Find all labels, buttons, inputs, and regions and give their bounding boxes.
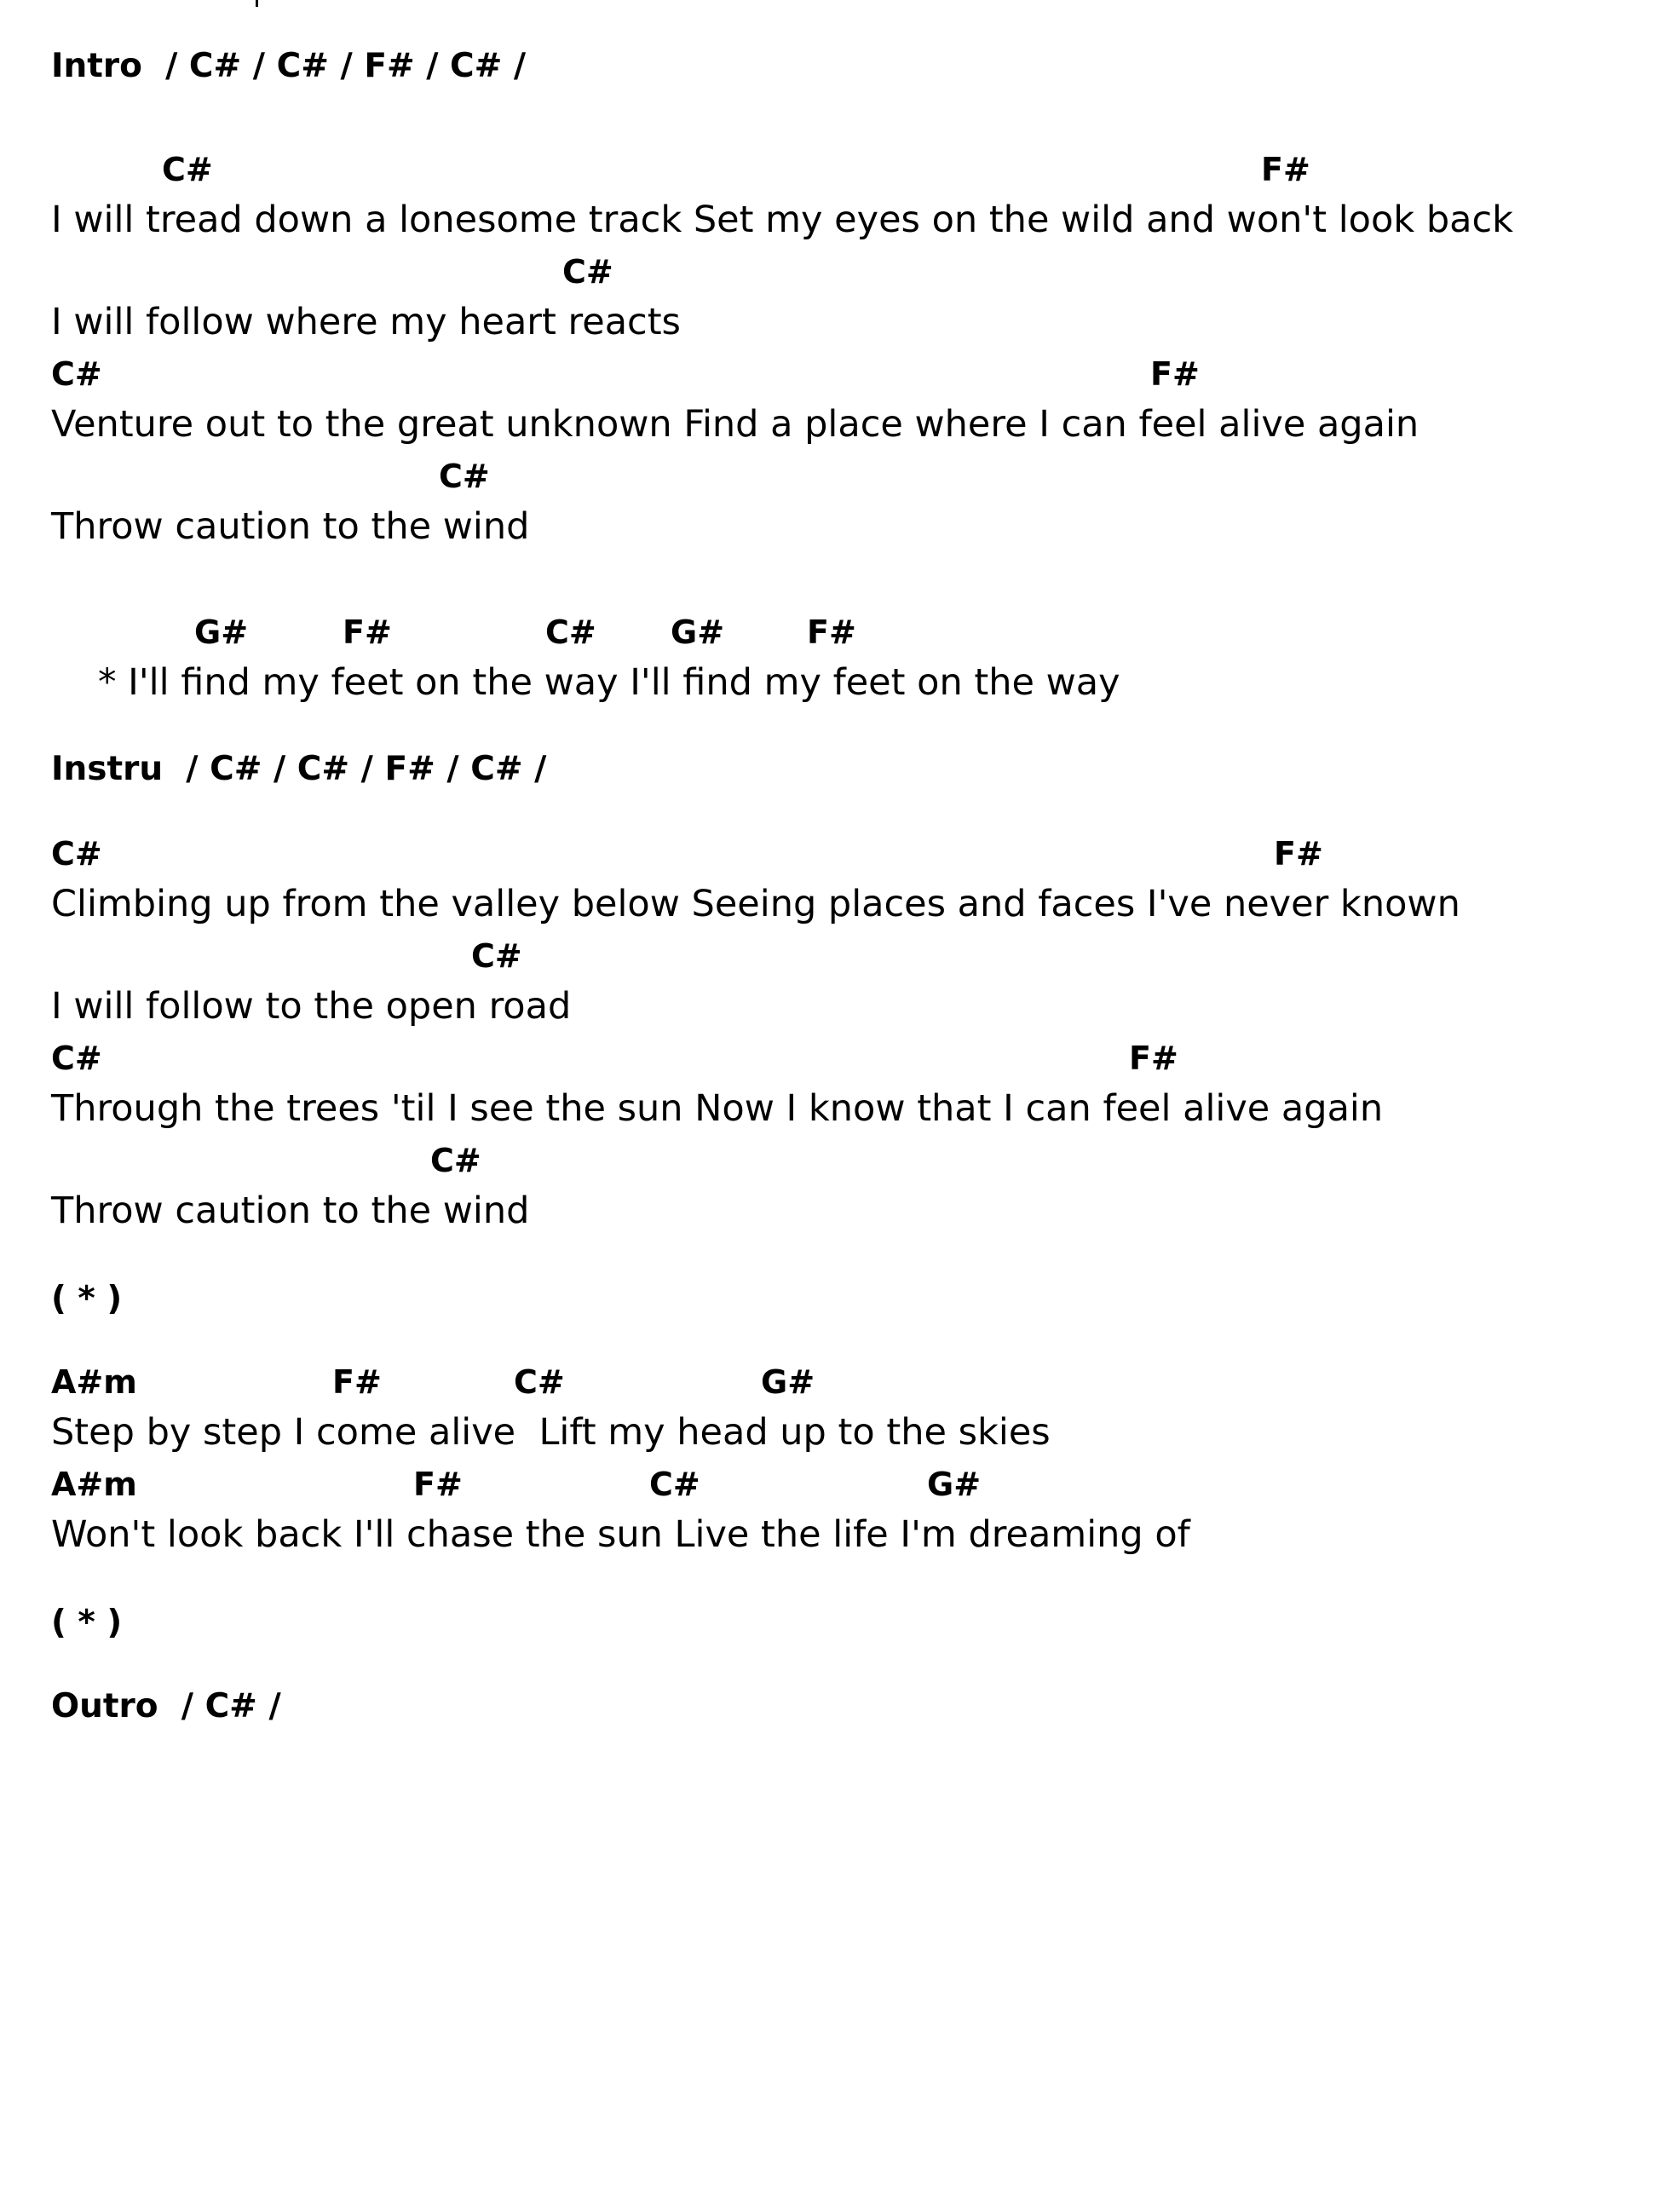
lyric-line: I will tread down a lonesome track Set my eyes on the wild and won't look back: [51, 199, 1514, 241]
chord: C#: [649, 1466, 700, 1503]
chord: C#: [51, 1040, 102, 1077]
page-edge-mark: [256, 0, 258, 7]
chord: G#: [927, 1466, 982, 1503]
chord: C#: [162, 151, 213, 188]
intro-line: Intro / C# / C# / F# / C# /: [51, 47, 527, 85]
chord: C#: [471, 937, 522, 975]
lyric-line: Throw caution to the wind: [51, 1190, 530, 1232]
chord: A#m: [51, 1363, 137, 1401]
lyric-line: Venture out to the great unknown Find a place where I can feel alive again: [51, 403, 1420, 446]
chord: G#: [761, 1363, 815, 1401]
lyric-line: Step by step I come alive Lift my head up to the skies: [51, 1411, 1051, 1454]
lyric-line: I will follow to the open road: [51, 985, 572, 1028]
lyric-line: I will follow where my heart reacts: [51, 301, 681, 343]
lyric-line: Won't look back I'll chase the sun Live the life I'm dreaming of: [51, 1513, 1190, 1556]
chord: F#: [807, 613, 856, 651]
chorus-reference: ( * ): [51, 1604, 123, 1642]
chord: A#m: [51, 1466, 137, 1503]
outro-line: Outro / C# /: [51, 1687, 281, 1725]
instru-line: Instru / C# / C# / F# / C# /: [51, 750, 547, 788]
chord: G#: [194, 613, 249, 651]
chord: C#: [562, 253, 613, 291]
chord: F#: [413, 1466, 463, 1503]
lyric-line: Through the trees 'til I see the sun Now I know that I can feel alive again: [51, 1087, 1384, 1130]
chord: F#: [332, 1363, 382, 1401]
chord: C#: [430, 1142, 481, 1179]
chord: C#: [545, 613, 596, 651]
chord: G#: [671, 613, 725, 651]
chord: F#: [1129, 1040, 1178, 1077]
chord: C#: [514, 1363, 565, 1401]
lyric-line: Climbing up from the valley below Seeing places and faces I've never known: [51, 883, 1460, 925]
chorus-reference: ( * ): [51, 1280, 123, 1318]
chord: C#: [439, 458, 490, 495]
chord: F#: [1150, 355, 1200, 393]
lyric-line: Throw caution to the wind: [51, 505, 530, 548]
chord: C#: [51, 355, 102, 393]
chorus-lyric: * I'll find my feet on the way I'll find my feet on the way: [98, 661, 1120, 704]
chord: F#: [343, 613, 392, 651]
chord: F#: [1274, 835, 1323, 873]
chord: C#: [51, 835, 102, 873]
chord: F#: [1261, 151, 1310, 188]
